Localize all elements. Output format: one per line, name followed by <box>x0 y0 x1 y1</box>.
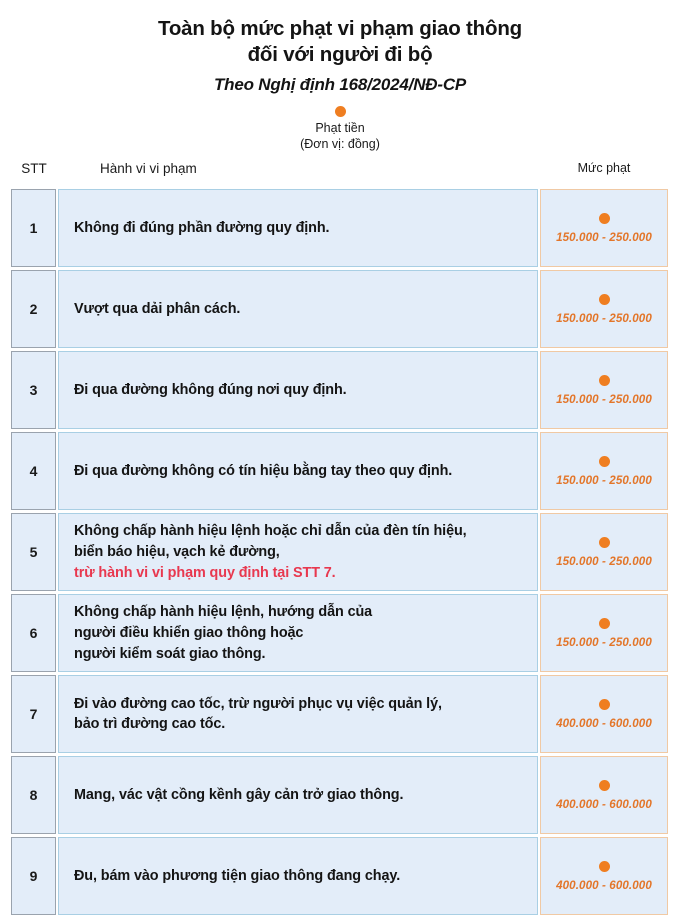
cell-stt: 7 <box>11 675 56 753</box>
table-row <box>0 837 680 915</box>
violation-text-line: Đi qua đường không có tín hiệu bằng tay theo quy định. <box>74 463 453 480</box>
page-header <box>0 0 680 95</box>
violation-text-line: người điều khiển giao thông hoặc <box>74 625 304 642</box>
cell-stt: 3 <box>11 351 56 429</box>
cell-stt: 8 <box>11 756 56 834</box>
fine-dot-icon <box>599 699 610 710</box>
cell-fine-amount <box>540 594 668 672</box>
cell-stt: 9 <box>11 837 56 915</box>
fine-amount-text: 150.000 - 250.000 <box>556 392 652 406</box>
column-headers <box>0 161 680 187</box>
fine-dot-icon <box>599 213 610 224</box>
table-row <box>0 594 680 672</box>
cell-violation-description <box>58 675 538 753</box>
fine-amount-text: 400.000 - 600.000 <box>556 878 652 892</box>
table-row <box>0 270 680 348</box>
cell-fine-amount <box>540 675 668 753</box>
cell-fine-amount <box>540 756 668 834</box>
column-header-stt: STT <box>21 161 47 177</box>
violation-text-line-accent: trừ hành vi vi phạm quy định tại STT 7. <box>74 564 336 581</box>
fine-amount-text: 400.000 - 600.000 <box>556 797 652 811</box>
cell-stt: 1 <box>11 189 56 267</box>
fine-dot-icon <box>599 618 610 629</box>
fine-amount-text: 150.000 - 250.000 <box>556 230 652 244</box>
violation-text-line: Không chấp hành hiệu lệnh hoặc chỉ dẫn của đèn tín hiệu, <box>74 523 467 540</box>
violation-text-line: người kiểm soát giao thông. <box>74 645 266 662</box>
fine-dot-icon <box>599 375 610 386</box>
fine-dot-icon <box>599 780 610 791</box>
page-title-line2: đối với người đi bộ <box>247 43 433 67</box>
cell-stt: 6 <box>11 594 56 672</box>
fine-dot-icon <box>599 537 610 548</box>
cell-fine-amount <box>540 189 668 267</box>
cell-stt: 4 <box>11 432 56 510</box>
table-row <box>0 189 680 267</box>
cell-violation-description <box>58 837 538 915</box>
fine-amount-text: 150.000 - 250.000 <box>556 311 652 325</box>
table-row <box>0 351 680 429</box>
violation-text-line: Đi vào đường cao tốc, trừ người phục vụ việc quản lý, <box>74 695 442 712</box>
fine-amount-text: 150.000 - 250.000 <box>556 554 652 568</box>
table-row <box>0 675 680 753</box>
cell-violation-description <box>58 189 538 267</box>
fine-amount-text: 150.000 - 250.000 <box>556 473 652 487</box>
page-title-line1: Toàn bộ mức phạt vi phạm giao thông <box>158 17 522 40</box>
table-row <box>0 513 680 591</box>
column-header-description: Hành vi vi phạm <box>100 161 197 177</box>
table-row <box>0 432 680 510</box>
fine-dot-icon <box>599 294 610 305</box>
cell-stt: 5 <box>11 513 56 591</box>
cell-violation-description <box>58 756 538 834</box>
legend-dot-icon <box>335 106 346 117</box>
table-row <box>0 756 680 834</box>
violation-text-line: Đu, bám vào phương tiện giao thông đang chạy. <box>74 868 401 885</box>
cell-violation-description <box>58 351 538 429</box>
cell-violation-description <box>58 432 538 510</box>
fine-dot-icon <box>599 456 610 467</box>
violation-text-line: Đi qua đường không đúng nơi quy định. <box>74 382 347 399</box>
violation-text-line: Vượt qua dải phân cách. <box>74 301 241 318</box>
violation-text-line: Mang, vác vật cồng kềnh gây cản trở giao thông. <box>74 787 404 804</box>
cell-violation-description <box>58 594 538 672</box>
fine-dot-icon <box>599 861 610 872</box>
violation-text-line: Không chấp hành hiệu lệnh, hướng dẫn của <box>74 604 373 621</box>
cell-fine-amount <box>540 351 668 429</box>
cell-stt: 2 <box>11 270 56 348</box>
penalty-table <box>0 189 680 915</box>
cell-fine-amount <box>540 513 668 591</box>
violation-text-line: bảo trì đường cao tốc. <box>74 716 226 733</box>
fine-amount-text: 150.000 - 250.000 <box>556 635 652 649</box>
fine-amount-text: 400.000 - 600.000 <box>556 716 652 730</box>
cell-fine-amount <box>540 270 668 348</box>
violation-text-line: biển báo hiệu, vạch kẻ đường, <box>74 544 280 561</box>
page-subtitle-decree: Theo Nghị định 168/2024/NĐ-CP <box>213 75 467 95</box>
cell-fine-amount <box>540 432 668 510</box>
column-header-fine: Mức phạt <box>577 161 631 176</box>
cell-violation-description <box>58 270 538 348</box>
legend <box>0 106 680 152</box>
cell-violation-description <box>58 513 538 591</box>
cell-fine-amount <box>540 837 668 915</box>
legend-label-line2: (Đơn vị: đồng) <box>300 137 380 152</box>
legend-label-line1: Phạt tiền <box>315 121 365 136</box>
violation-text-line: Không đi đúng phần đường quy định. <box>74 220 330 237</box>
